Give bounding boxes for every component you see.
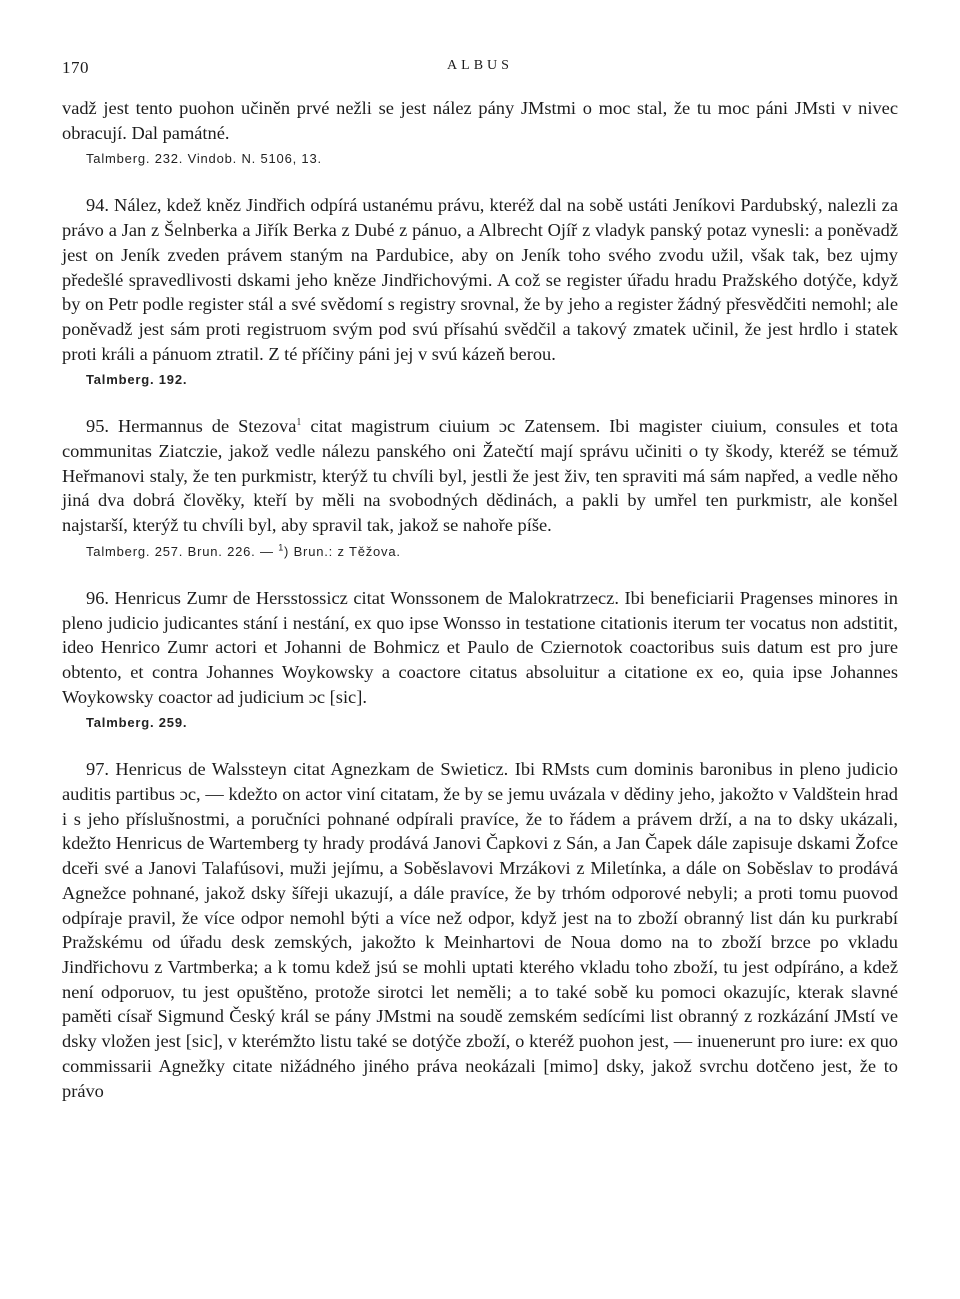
footnote-text: ) Brun.: z Těžova. — [284, 543, 401, 559]
running-title: ALBUS — [447, 58, 513, 73]
entry-94: 94. Nález, kdež kněz Jindřich odpírá ustanému právu, kteréž dal na sobě ustáti Jeníkovi Pardubský, nalezli za právo a Jan z Šelnberka a Jiřík Berka z Dubé z pánuo, a Albrecht Ojíř z vladyk panský potaz vynesli: a poněvadž jest on Jeník zveden právem staným na Pardubice, aby on Jeník toho svého zvodu užil, však tak, bez ujmy předešlé spravedlivosti dskami jeho kněze Jindřichovými. A což se register úřadu hradu Pražského dotýče, když by on Petr podle register stál a své svědomí s registry srovnal, že by jeho a register žádný přesvědčiti nemohl; ale poněvadž jest sám proti registruom svým pod svú přísahú svědčil a takový zmatek učinil, že jest hrdlo i statek proti králi a pánuom ztratil. Z té příčiny páni jej v svú kázeň berou. — [62, 195, 898, 364]
paragraph-continuation: vadž jest tento puohon učiněn prvé nežli se jest nález pány JMstmi o moc stal, že tu moc páni JMsti v nivec obracují. Dal památné. — [62, 98, 898, 143]
entry-97: 97. Henricus de Walssteyn citat Agnezkam de Swieticz. Ibi RMsts cum dominis baronibus in pleno judicio auditis partibus ɔc, — kdežto on actor viní citatam, že by se jemu uvázala v dědiny jeho, jakožto v Valdštein hrad i s jeho příslušnostmi, a poručníci pohnané odpírali pravíce, že to řádem a právem drží, a na to dsky ukázali, kdežto Henricus de Wartemberg ty hrady prodává Janovi Čapkovi z Sán, a Jan Čapek dále zapisuje dskami Žofce dceři své a Janovi Talafúsovi, muži jejímu, a Soběslavovi Mrzákovi z Miletínka, a dále on Soběslav to prodává Agnežce pohnané, jakož dsky šířeji ukazují, a dále pravíce, že by trhóm odporové nebyli; a proti tomu puovod odpíraje pravil, že více odpor nemohl býti a více než odpor, když jest na to zboží obranný list dán ku purkrabí Pražskému od úřadu desk zemských, jakožto k Meinhartovi de Noua domo na to zboží brzce po vkladu Jindřichovu z Vartmberka; a k tomu kdež jsú se mohli uptati kterého vkladu toho zboží, tu jest odpíráno, a kdež není odporuov, tu jest opuštěno, protože sirotci let neměli; a to také sobě ku pomoci okazujíc, kterak slavné paměti císař Sigmund Český král se pány JMstmi na soudě zemském sedícími list obranný z rozkázání JMstí ve dsky vložen jest [sic], v kterémžto listu také se dotýče zboží, o kteréž puohon jest, — inuenerunt pro iure: ex quo commissarii Agnežky citate nižádného jiného práva neokázali [mimo] dsky, jakož svrchu dotčeno jest, že to právo — [62, 759, 898, 1101]
running-header — [62, 58, 898, 84]
entry-95-text-start: 95. Hermannus de Stezova — [86, 416, 297, 437]
body-text — [62, 96, 898, 1103]
page-number: 170 — [62, 58, 89, 77]
source-reference-main: Talmberg. 257. Brun. 226. — — [86, 543, 274, 559]
paragraph-gap — [62, 564, 898, 586]
footnote-number: 1 — [278, 542, 285, 553]
paragraph-gap — [62, 735, 898, 757]
entry-96: 96. Henricus Zumr de Hersstossicz citat Wonssonem de Malokratrzecz. Ibi beneficiarii Pragenses minores in pleno judicio judicantes stání i nestání, ex quo ipse Wonsso in testatione citationis iterum ter vocatus non adstitit, ideo Henrico Zumr actori et Johanni de Bohmicz et Paulo de Cziernotok coactoribus suis datum est pro jure obtento, et contra Johannes Woykowsky a coactore citatus absoluitur a citatione ex eo, quia ipse Johannes Woykowsky coactor ad judicium ɔc [sic]. — [62, 587, 898, 707]
paragraph-gap — [62, 171, 898, 193]
source-reference: Talmberg. 259. — [86, 715, 188, 731]
source-reference — [62, 542, 898, 564]
paragraph-gap — [62, 392, 898, 414]
source-reference: Talmberg. 192. — [86, 372, 188, 388]
entry-95-text-end: citat magistrum ciuium ɔc Zatensem. Ibi magister ciuium, consules et tota communitas Ziatczie, jakož vedle nálezu panského oni Žatečtí mají správu učiniti o ty škody, kteréž se témuž Heřmanovi staly, že ten purkmistr, kterýž tu chvíli byl, jestli že jest živ, ten spraviti má sám napřed, a vedle něho jiná dva dobrá člověky, kteří by měli na svobodných dědinách, a pakli by umřel ten purkmistr, ale konšel najstarší, kterýž tu chvíli byl, aby spravil tak, jakož se nahoře píše. — [62, 416, 898, 536]
source-reference: Talmberg. 232. Vindob. N. 5106, 13. — [86, 151, 322, 167]
entry-95 — [62, 414, 898, 538]
footnote-marker: 1 — [296, 417, 302, 429]
